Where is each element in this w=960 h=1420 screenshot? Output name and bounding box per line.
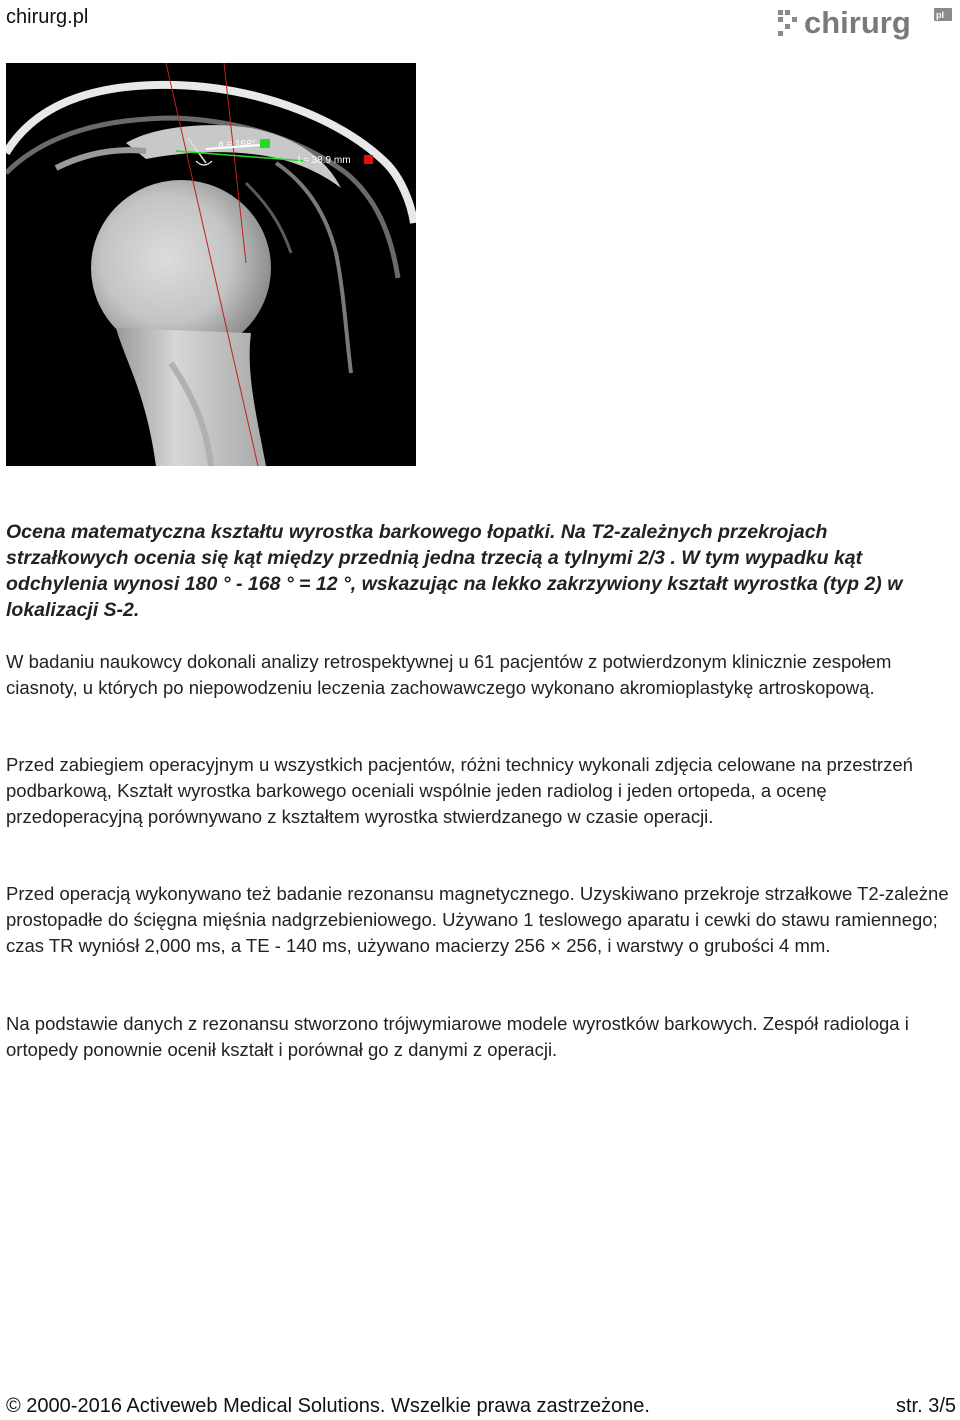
site-name: chirurg.pl bbox=[6, 6, 89, 28]
paragraph: Przed zabiegiem operacyjnym u wszystkich pacjentów, różni technicy wykonali zdjęcia celowane na przestrzeń podbarkową, Kształt wyrostka barkowego oceniali wspólnie jeden radiolog i jeden ortopeda, a ocenę przedoperacyjną porównywano z kształtem wyrostka stwierdzanego w czasie operacji. bbox=[6, 754, 913, 827]
mri-image bbox=[6, 63, 416, 466]
figure-caption: Ocena matematyczna kształtu wyrostka barkowego łopatki. Na T2-zależnych przekrojach strzałkowych ocenia się kąt między przednią jedna trzecią a tylnymi 2/3 . W tym wypadku kąt odchylenia wynosi 180 ° - 168 ° = 12 °, wskazując na lekko zakrzywiony kształt wyrostka (typ 2) w lokalizacji S-2. bbox=[6, 521, 903, 621]
overlay-length-label: l = 38.9 mm bbox=[298, 155, 351, 166]
chirurg-logo bbox=[776, 2, 958, 42]
chirurg-logo-graphic bbox=[776, 2, 958, 42]
paragraph: Przed operacją wykonywano też badanie rezonansu magnetycznego. Uzyskiwano przekroje strzałkowe T2-zależne prostopadłe do ścięgna mięśnia nadgrzebieniowego. Używano 1 teslowego aparatu i cewki do stawu ramiennego; czas TR wyniósł 2,000 ms, a TE - 140 ms, używano macierzy 256 × 256, i warstwy o grubości 4 mm. bbox=[6, 883, 949, 956]
logo-text: chirurg bbox=[804, 5, 911, 40]
overlay-angle-label: a = 168° bbox=[218, 139, 256, 150]
logo-suffix: pl bbox=[936, 10, 944, 20]
footer-copyright: © 2000-2016 Activeweb Medical Solutions. Wszelkie prawa zastrzeżone. bbox=[6, 1395, 650, 1417]
logo-dots-icon bbox=[778, 10, 797, 36]
paragraph: W badaniu naukowcy dokonali analizy retrospektywnej u 61 pacjentów z potwierdzonym klinicznie zespołem ciasnoty, u których po niepowodzeniu leczenia zachowawczego wykonano akromioplastykę artroskopową. bbox=[6, 651, 892, 698]
paragraph: Na podstawie danych z rezonansu stworzono trójwymiarowe modele wyrostków barkowych. Zespół radiologa i ortopedy ponownie ocenił kształt i porównał go z danymi z operacji. bbox=[6, 1013, 909, 1060]
page-number: str. 3/5 bbox=[895, 1395, 956, 1417]
